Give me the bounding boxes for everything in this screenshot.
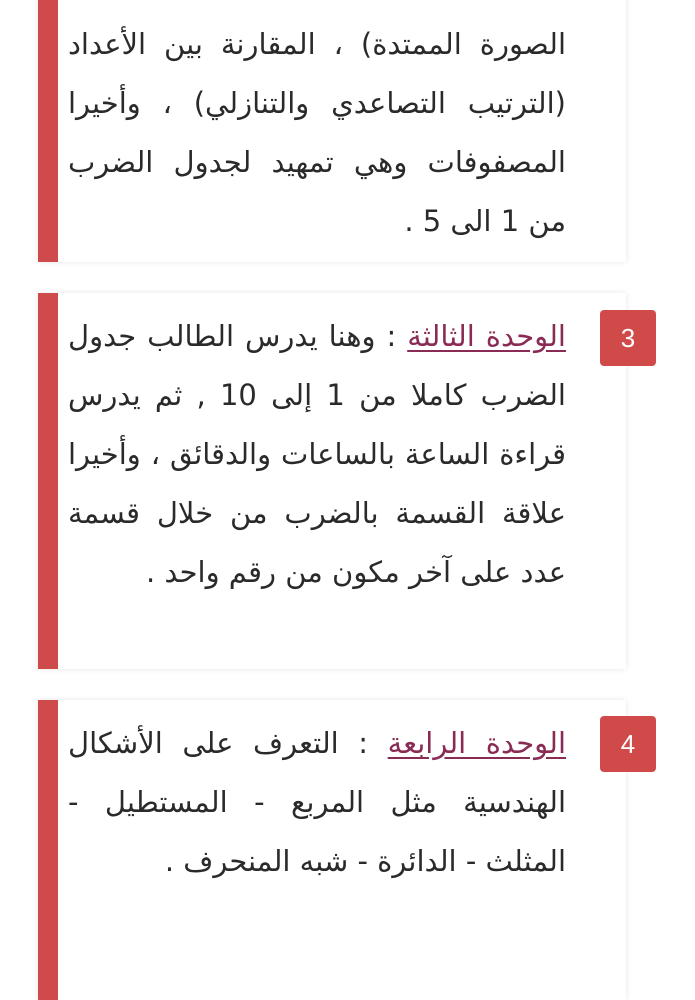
unit-card-2: [38, 0, 626, 262]
unit-4-text: : التعرف على الأشكال الهندسية مثل المربع - المستطيل - المثلث - الدائرة - شبه المنحرف .: [68, 726, 566, 878]
unit-2-description: [58, 0, 626, 251]
unit-4-number-badge: 4: [600, 716, 656, 772]
unit-card-3: [38, 293, 626, 669]
unit-4-link[interactable]: الوحدة الرابعة: [387, 726, 567, 760]
unit-3-description: [58, 293, 626, 602]
unit-4-description: [58, 700, 626, 891]
unit-3-link[interactable]: الوحدة الثالثة: [407, 319, 566, 353]
unit-card-4: [38, 700, 626, 1000]
unit-3-number-badge: 3: [600, 310, 656, 366]
unit-3-text: : وهنا يدرس الطالب جدول الضرب كاملا من 1 إلى 10 , ثم يدرس قراءة الساعة بالساعات والدقائق ، وأخيرا علاقة القسمة بالضرب من خلال قسمة عدد على آخر مكون من رقم واحد .: [68, 319, 566, 589]
unit-2-text: الصورة الممتدة) ، المقارنة بين الأعداد (الترتيب التصاعدي والتنازلي) ، وأخيرا المصفوفات وهي تمهيد لجدول الضرب من 1 الى 5 .: [68, 27, 566, 238]
